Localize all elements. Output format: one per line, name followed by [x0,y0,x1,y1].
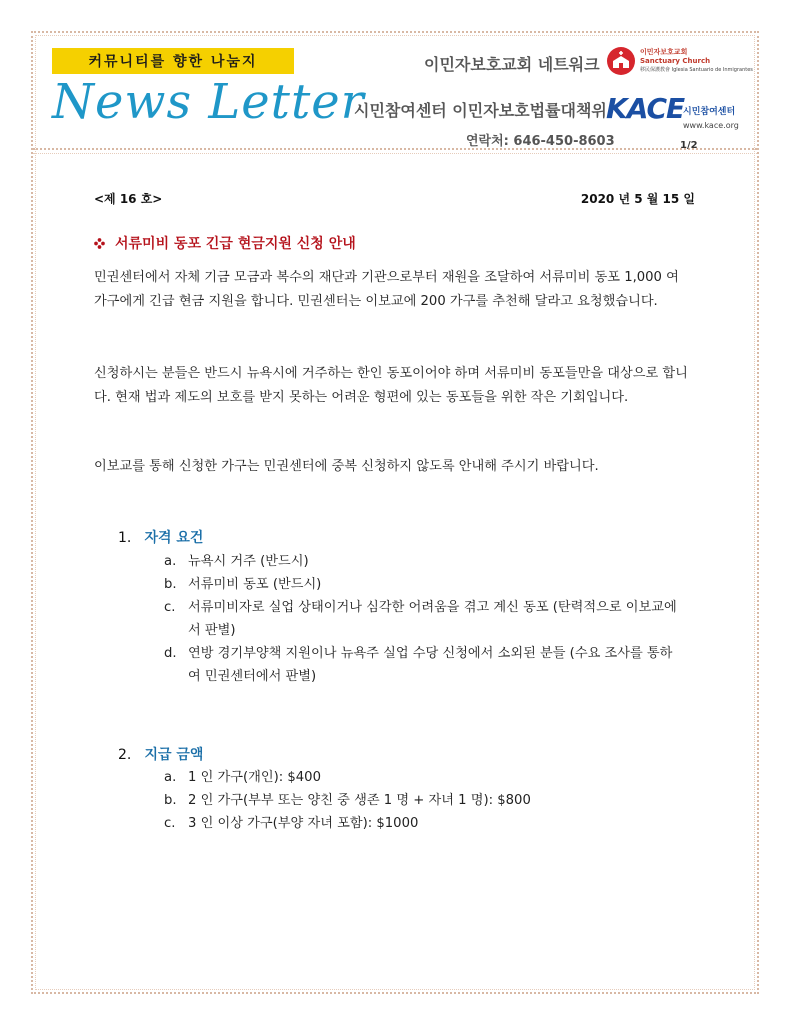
list-item [164,789,684,812]
paragraph-eligibility-note: 신청하시는 분들은 반드시 뉴욕시에 거주하는 한인 동포이어야 하며 서류미비 동포들만을 대상으로 합니다. 현재 법과 제도의 보호를 받지 못하는 어려운 형편에 있는 동포들을 위한 작은 기회입니다. [94,366,688,405]
item-letter: c. [164,816,176,831]
item-letter: b. [164,577,177,592]
paragraph-intro: 민권센터에서 자체 기금 모금과 복수의 재단과 기관으로부터 재원을 조달하여 서류미비 동포 1,000 여 가구에게 긴급 현금 지원을 합니다. 민권센터는 이보교에 200 가구를 추천해 달라고 요청했습니다. [94,270,679,309]
section-number: 2. [118,747,132,763]
kace-logo-subtitle: 시민참여센터 [683,107,736,117]
list-item [164,812,684,835]
diamond-bullet-icon [94,238,105,249]
page-border-inner [35,35,755,990]
network-name: 이민자보호교회 네트워크 [424,55,600,74]
list-item [164,766,684,789]
amount-list [164,766,684,835]
item-text: 3 인 이상 가구(부양 자녀 포함): $1000 [188,816,419,831]
item-text: 서류미비자로 실업 상태이거나 심각한 어려움을 겪고 계신 동포 (탄력적으로 이보교에서 판별) [188,600,677,638]
headline [94,233,356,253]
issue-number: <제 16 호> [94,192,163,206]
issue-date: 2020 년 5 월 15 일 [580,192,695,206]
list-item [164,550,684,573]
church-logo-en: Sanctuary Church [640,57,711,65]
item-letter: a. [164,554,177,569]
list-item [164,573,684,596]
church-logo-sub: 移民保護教會 Iglesia Santuario de Inmigrantes [640,67,753,73]
center-name: 시민참여센터 이민자보호법률대책위 [354,101,607,120]
section-number: 1. [118,530,132,546]
item-text: 1 인 가구(개인): $400 [188,770,321,785]
newsletter-title: News Letter [52,74,365,130]
item-text: 2 인 가구(부부 또는 양친 중 생존 1 명 + 자녀 1 명): $800 [188,793,531,808]
eligibility-list [164,550,684,688]
section-title: 지급 금액 [144,747,204,763]
paragraph-duplicate-notice: 이보교를 통해 신청한 가구는 민권센터에 중복 신청하지 않도록 안내해 주시기 바랍니다. [94,459,599,474]
church-logo-text [640,48,753,75]
headline-text: 서류미비 동포 긴급 현금지원 신청 안내 [115,236,356,252]
item-text: 연방 경기부양책 지원이나 뉴욕주 실업 수당 신청에서 소외된 분들 (수요 조사를 통하여 민권센터에서 판별) [188,646,673,684]
section-title: 자격 요건 [144,530,204,546]
item-letter: b. [164,793,177,808]
item-letter: d. [164,646,177,661]
sanctuary-church-logo-icon [606,46,636,76]
section-eligibility-heading [118,527,203,547]
header-divider [33,148,757,154]
church-logo-name: 이민자보호교회 [640,48,688,56]
item-letter: c. [164,600,176,615]
section-amount-heading [118,744,203,764]
kace-website: www.kace.org [683,121,739,130]
newsletter-banner: 커뮤니티를 향한 나눔지 [52,48,294,74]
item-text: 서류미비 동포 (반드시) [188,577,322,592]
item-text: 뉴욕시 거주 (반드시) [188,554,309,569]
kace-logo: KACE [606,92,685,125]
list-item [164,642,684,688]
item-letter: a. [164,770,177,785]
contact-phone: 연락처: 646-450-8603 [466,134,615,149]
page-number: 1/2 [680,140,698,151]
list-item [164,596,684,642]
